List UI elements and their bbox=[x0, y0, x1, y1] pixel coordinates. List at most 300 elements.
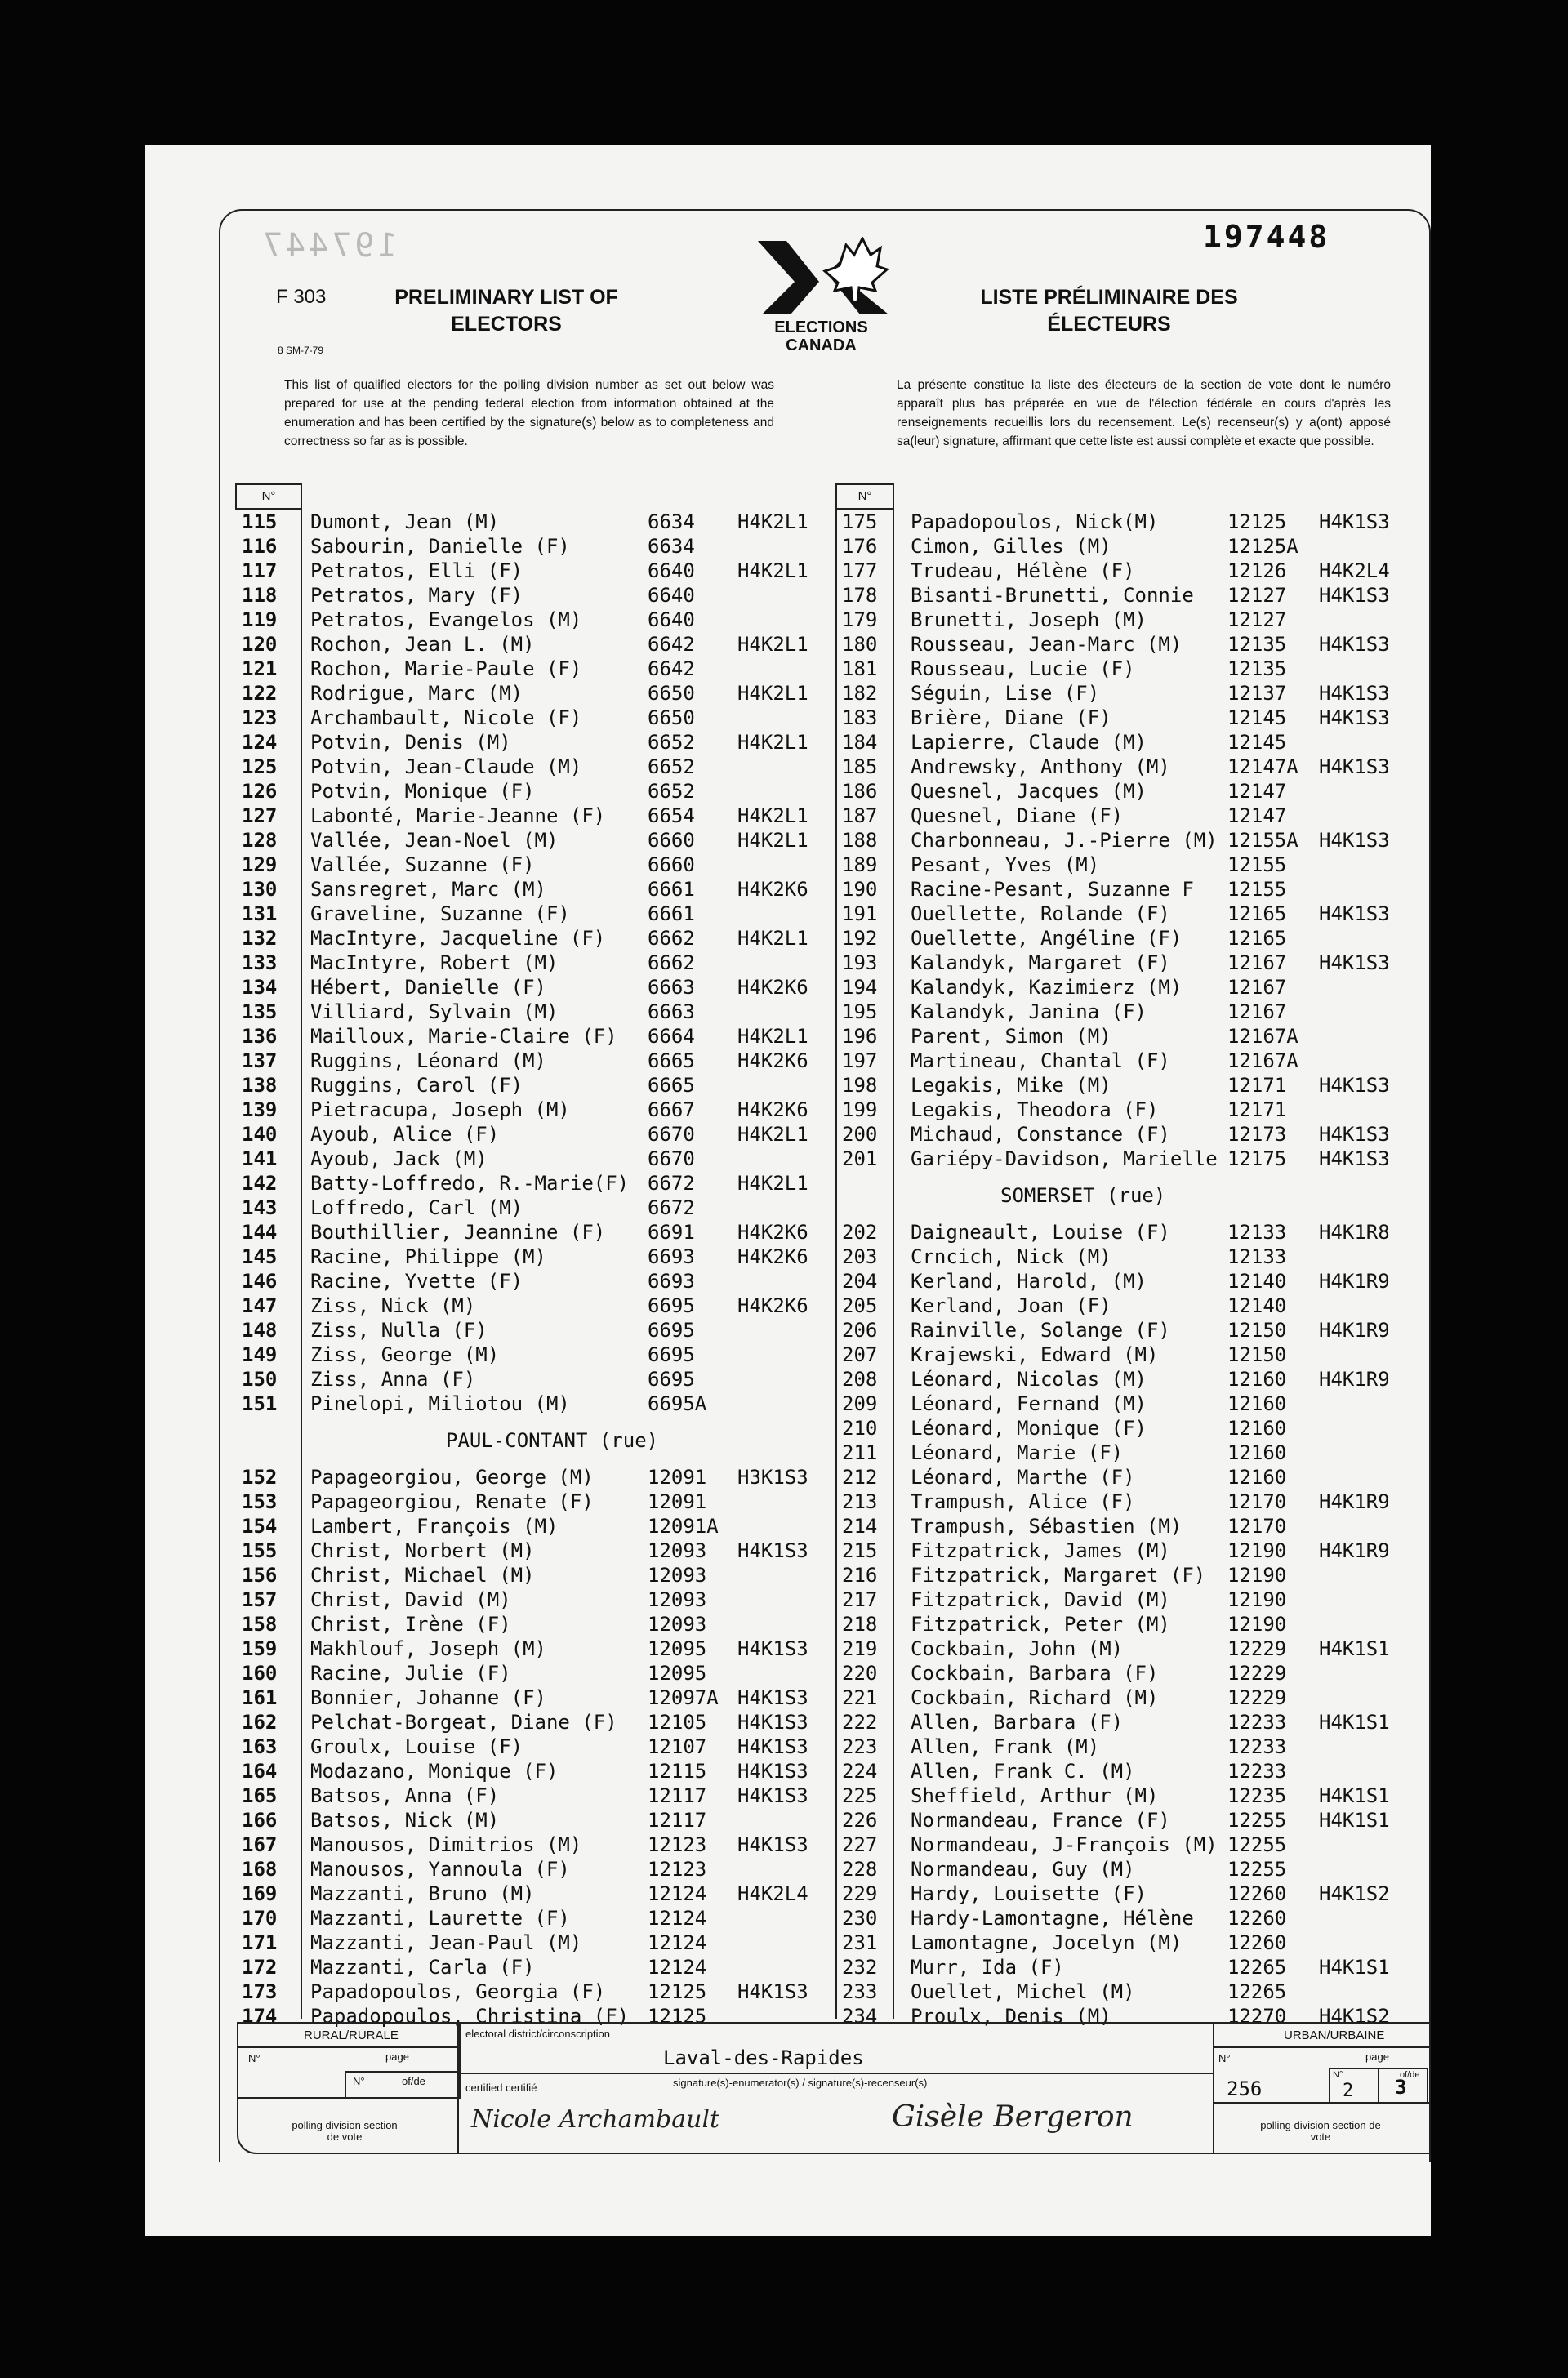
elector-postal-code: H4K2K6 bbox=[737, 976, 808, 999]
elector-name: Legakis, Mike (M) bbox=[911, 1074, 1111, 1097]
elector-number: 161 bbox=[242, 1686, 278, 1709]
elections-canada-logo bbox=[750, 237, 893, 359]
elector-address: 12265 bbox=[1227, 1956, 1287, 1979]
elector-name: Sheffield, Arthur (M) bbox=[911, 1784, 1159, 1807]
elector-postal-code: H3K1S3 bbox=[737, 1466, 808, 1489]
elector-row bbox=[235, 1196, 840, 1220]
elector-number: 178 bbox=[842, 584, 878, 607]
elector-address: 12093 bbox=[648, 1539, 707, 1562]
elector-name: Léonard, Marthe (F) bbox=[911, 1466, 1135, 1489]
elector-row bbox=[835, 706, 1428, 730]
elector-row bbox=[835, 1710, 1428, 1735]
elector-number: 212 bbox=[842, 1466, 878, 1489]
elector-postal-code: H4K1S1 bbox=[1319, 1637, 1390, 1660]
elector-address: 12117 bbox=[648, 1809, 707, 1832]
elector-name: Papageorgiou, Renate (F) bbox=[310, 1490, 594, 1513]
elector-name: Charbonneau, J.-Pierre (M) bbox=[911, 829, 1218, 852]
elector-address: 6662 bbox=[648, 927, 695, 950]
divider bbox=[457, 2024, 459, 2153]
elector-address: 12260 bbox=[1227, 1907, 1287, 1930]
elector-row bbox=[235, 902, 840, 926]
serial-number: 197448 bbox=[1203, 219, 1330, 255]
elector-row bbox=[235, 755, 840, 779]
elector-number: 220 bbox=[842, 1662, 878, 1685]
elector-row bbox=[835, 1147, 1428, 1171]
elector-name: Archambault, Nicole (F) bbox=[310, 706, 582, 729]
elector-postal-code: H4K1R9 bbox=[1319, 1490, 1390, 1513]
elector-postal-code: H4K1R9 bbox=[1319, 1539, 1390, 1562]
elector-name: Ziss, Nick (M) bbox=[310, 1294, 476, 1317]
elector-postal-code: H4K1S3 bbox=[1319, 902, 1390, 925]
elector-address: 6667 bbox=[648, 1098, 695, 1121]
elector-address: 12115 bbox=[648, 1760, 707, 1783]
elector-address: 12167 bbox=[1227, 1000, 1287, 1023]
elector-name: Vallée, Suzanne (F) bbox=[310, 853, 535, 876]
elector-number: 176 bbox=[842, 535, 878, 558]
elector-row bbox=[835, 534, 1428, 559]
elector-address: 12124 bbox=[648, 1882, 707, 1905]
elector-row bbox=[235, 1318, 840, 1343]
elector-row bbox=[235, 1024, 840, 1049]
elector-number: 182 bbox=[842, 682, 878, 705]
elector-postal-code: H4K1S3 bbox=[1319, 706, 1390, 729]
elector-postal-code: H4K1S3 bbox=[1319, 633, 1390, 656]
elector-number: 135 bbox=[242, 1000, 278, 1023]
rural-no-label: N° bbox=[248, 2052, 261, 2064]
column-header-no: N° bbox=[235, 483, 302, 510]
elector-row bbox=[835, 877, 1428, 902]
elector-row bbox=[235, 1122, 840, 1147]
rural-page-label: page bbox=[385, 2051, 409, 2063]
elector-row bbox=[235, 853, 840, 877]
elector-name: Christ, Michael (M) bbox=[310, 1564, 535, 1587]
elector-name: Loffredo, Carl (M) bbox=[310, 1196, 523, 1219]
elector-address: 12171 bbox=[1227, 1098, 1287, 1121]
elector-address: 12165 bbox=[1227, 927, 1287, 950]
urban-no-label: N° bbox=[1218, 2052, 1231, 2064]
elector-name: Fitzpatrick, Peter (M) bbox=[911, 1613, 1170, 1636]
elector-number: 130 bbox=[242, 878, 278, 901]
elector-row bbox=[835, 1979, 1428, 2004]
elector-number: 115 bbox=[242, 510, 278, 533]
elector-name: Mailloux, Marie-Claire (F) bbox=[310, 1025, 617, 1048]
elector-row bbox=[235, 828, 840, 853]
elector-row bbox=[235, 1735, 840, 1759]
urban-page-no-label: N° bbox=[1333, 2070, 1343, 2080]
elector-name: Krajewski, Edward (M) bbox=[911, 1343, 1159, 1366]
elector-postal-code: H4K1S1 bbox=[1319, 1711, 1390, 1734]
elector-number: 228 bbox=[842, 1858, 878, 1881]
elector-name: Trampush, Alice (F) bbox=[911, 1490, 1135, 1513]
elector-address: 12265 bbox=[1227, 1980, 1287, 2003]
elector-address: 6695 bbox=[648, 1319, 695, 1342]
elector-address: 12091 bbox=[648, 1466, 707, 1489]
elector-row bbox=[235, 559, 840, 583]
elector-address: 12229 bbox=[1227, 1686, 1287, 1709]
elector-name: Batsos, Anna (F) bbox=[310, 1784, 500, 1807]
elector-postal-code: H4K2K6 bbox=[737, 1049, 808, 1072]
elector-row bbox=[835, 951, 1428, 975]
elector-address: 12107 bbox=[648, 1735, 707, 1758]
elector-name: Sabourin, Danielle (F) bbox=[310, 535, 570, 558]
elector-postal-code: H4K1S3 bbox=[737, 1686, 808, 1709]
certified-label: certified certifié bbox=[466, 2082, 537, 2094]
elector-number: 129 bbox=[242, 853, 278, 876]
elector-number: 216 bbox=[842, 1564, 878, 1587]
intro-english: This list of qualified electors for the polling division number as set out below was prepared for use at the pending federal election from information obtained at the enumeration and has been certified by the signature(s) below as to completeness and correctness so far as is possible. bbox=[284, 378, 774, 448]
elector-name: Makhlouf, Joseph (M) bbox=[310, 1637, 546, 1660]
elector-number: 215 bbox=[842, 1539, 878, 1562]
elector-name: Racine-Pesant, Suzanne F bbox=[911, 878, 1194, 901]
elector-row bbox=[835, 1098, 1428, 1122]
elector-name: Ziss, Anna (F) bbox=[310, 1368, 476, 1391]
elector-row bbox=[235, 583, 840, 608]
elector-address: 6634 bbox=[648, 510, 695, 533]
elector-name: Pietracupa, Joseph (M) bbox=[310, 1098, 570, 1121]
elector-name: Ouellette, Angéline (F) bbox=[911, 927, 1183, 950]
right-rows bbox=[835, 510, 1428, 2028]
elector-row bbox=[835, 1049, 1428, 1073]
elector-row bbox=[235, 1612, 840, 1637]
elector-postal-code: H4K2L1 bbox=[737, 1172, 808, 1195]
elector-address: 12233 bbox=[1227, 1711, 1287, 1734]
elector-number: 174 bbox=[242, 2005, 278, 2028]
elector-number: 144 bbox=[242, 1221, 278, 1244]
elector-address: 6660 bbox=[648, 829, 695, 852]
elector-number: 122 bbox=[242, 682, 278, 705]
elector-name: MacIntyre, Jacqueline (F) bbox=[310, 927, 606, 950]
elector-name: Potvin, Denis (M) bbox=[310, 731, 511, 754]
elector-postal-code: H4K1S3 bbox=[1319, 1123, 1390, 1146]
elector-list-left bbox=[235, 483, 840, 2028]
elector-number: 153 bbox=[242, 1490, 278, 1513]
elector-number: 188 bbox=[842, 829, 878, 852]
elector-name: Potvin, Jean-Claude (M) bbox=[310, 755, 582, 778]
elector-row bbox=[835, 1416, 1428, 1441]
elector-row bbox=[235, 1490, 840, 1514]
elector-name: Batsos, Nick (M) bbox=[310, 1809, 500, 1832]
elector-row bbox=[235, 1955, 840, 1979]
elector-row bbox=[835, 1686, 1428, 1710]
elector-address: 6642 bbox=[648, 657, 695, 680]
rural-label: RURAL/RURALE bbox=[304, 2028, 399, 2042]
elector-row bbox=[835, 1930, 1428, 1955]
elector-row bbox=[835, 1881, 1428, 1906]
title-french: LISTE PRÉLIMINAIRE DES ÉLECTEURS bbox=[980, 286, 1238, 336]
elector-number: 229 bbox=[842, 1882, 878, 1905]
elector-row bbox=[835, 1612, 1428, 1637]
elector-address: 12260 bbox=[1227, 1931, 1287, 1954]
elector-postal-code: H4K2L1 bbox=[737, 633, 808, 656]
elector-postal-code: H4K2K6 bbox=[737, 1245, 808, 1268]
elector-name: Mazzanti, Bruno (M) bbox=[310, 1882, 535, 1905]
elector-number: 146 bbox=[242, 1270, 278, 1293]
elector-number: 120 bbox=[242, 633, 278, 656]
elector-name: Cockbain, Barbara (F) bbox=[911, 1662, 1159, 1685]
elector-address: 6665 bbox=[648, 1074, 695, 1097]
elector-row bbox=[235, 1343, 840, 1367]
elector-name: Bisanti-Brunetti, Connie bbox=[911, 584, 1194, 607]
elector-number: 208 bbox=[842, 1368, 878, 1391]
elector-row bbox=[235, 1906, 840, 1930]
elector-row bbox=[235, 1269, 840, 1294]
elector-postal-code: H4K1S3 bbox=[1319, 510, 1390, 533]
elector-number: 121 bbox=[242, 657, 278, 680]
district-value: Laval-des-Rapides bbox=[663, 2046, 864, 2069]
elector-name: Racine, Philippe (M) bbox=[310, 1245, 546, 1268]
elector-address: 12160 bbox=[1227, 1466, 1287, 1489]
elector-number: 133 bbox=[242, 951, 278, 974]
elector-row bbox=[235, 510, 840, 534]
elector-name: Bonnier, Johanne (F) bbox=[310, 1686, 546, 1709]
elector-address: 12190 bbox=[1227, 1539, 1287, 1562]
elector-number: 143 bbox=[242, 1196, 278, 1219]
elector-address: 6650 bbox=[648, 706, 695, 729]
urban-label: URBAN/URBAINE bbox=[1284, 2028, 1385, 2042]
elector-row bbox=[235, 1881, 840, 1906]
elector-name: Graveline, Suzanne (F) bbox=[310, 902, 570, 925]
elector-number: 233 bbox=[842, 1980, 878, 2003]
elector-address: 6695 bbox=[648, 1343, 695, 1366]
elector-row bbox=[835, 1318, 1428, 1343]
elector-address: 12147 bbox=[1227, 804, 1287, 827]
elector-row bbox=[235, 1220, 840, 1245]
elector-number: 154 bbox=[242, 1515, 278, 1538]
elector-name: Ruggins, Léonard (M) bbox=[310, 1049, 546, 1072]
elector-name: Mazzanti, Jean-Paul (M) bbox=[310, 1931, 582, 1954]
elector-postal-code: H4K2L4 bbox=[1319, 559, 1390, 582]
elector-name: Allen, Barbara (F) bbox=[911, 1711, 1124, 1734]
elector-row bbox=[235, 632, 840, 657]
elector-row bbox=[235, 1171, 840, 1196]
elector-number: 163 bbox=[242, 1735, 278, 1758]
elector-name: Murr, Ida (F) bbox=[911, 1956, 1064, 1979]
elector-address: 12140 bbox=[1227, 1294, 1287, 1317]
elector-row bbox=[835, 608, 1428, 632]
elector-row bbox=[235, 657, 840, 681]
elector-row bbox=[835, 828, 1428, 853]
elector-address: 12170 bbox=[1227, 1515, 1287, 1538]
elector-address: 6640 bbox=[648, 608, 695, 631]
elector-number: 222 bbox=[842, 1711, 878, 1734]
elector-number: 132 bbox=[242, 927, 278, 950]
elector-name: Léonard, Monique (F) bbox=[911, 1417, 1147, 1440]
elector-address: 6640 bbox=[648, 559, 695, 582]
elector-name: Batty-Loffredo, R.-Marie(F) bbox=[310, 1172, 630, 1195]
elector-name: Brunetti, Joseph (M) bbox=[911, 608, 1147, 631]
elector-name: Martineau, Chantal (F) bbox=[911, 1049, 1170, 1072]
elector-postal-code: H4K1S1 bbox=[1319, 1809, 1390, 1832]
elector-number: 123 bbox=[242, 706, 278, 729]
elector-address: 12095 bbox=[648, 1637, 707, 1660]
elector-number: 193 bbox=[842, 951, 878, 974]
elector-number: 202 bbox=[842, 1221, 878, 1244]
elector-row bbox=[835, 975, 1428, 1000]
elector-postal-code: H4K1R9 bbox=[1319, 1270, 1390, 1293]
elector-list-right bbox=[835, 483, 1428, 2028]
elector-postal-code: H4K1R9 bbox=[1319, 1368, 1390, 1391]
rural-page-no-label: N° bbox=[353, 2075, 365, 2087]
elector-name: Christ, Norbert (M) bbox=[310, 1539, 535, 1562]
elector-name: Bouthillier, Jeannine (F) bbox=[310, 1221, 606, 1244]
elector-row bbox=[835, 681, 1428, 706]
elector-number: 213 bbox=[842, 1490, 878, 1513]
elector-number: 150 bbox=[242, 1368, 278, 1391]
signature-label: signature(s)-enumerator(s) / signature(s)-recenseur(s) bbox=[673, 2077, 928, 2089]
elector-address: 12255 bbox=[1227, 1833, 1287, 1856]
elector-address: 12093 bbox=[648, 1588, 707, 1611]
elector-number: 157 bbox=[242, 1588, 278, 1611]
elector-number: 160 bbox=[242, 1662, 278, 1685]
elector-address: 6695 bbox=[648, 1294, 695, 1317]
form-code: F 303 bbox=[276, 286, 327, 308]
elector-row bbox=[235, 608, 840, 632]
elector-name: Fitzpatrick, David (M) bbox=[911, 1588, 1170, 1611]
elector-row bbox=[835, 510, 1428, 534]
elector-address: 12127 bbox=[1227, 584, 1287, 607]
elector-row bbox=[835, 853, 1428, 877]
elector-name: Groulx, Louise (F) bbox=[310, 1735, 523, 1758]
elector-number: 155 bbox=[242, 1539, 278, 1562]
elector-address: 12126 bbox=[1227, 559, 1287, 582]
elector-row bbox=[835, 1000, 1428, 1024]
elector-row bbox=[235, 1588, 840, 1612]
elector-name: Daigneault, Louise (F) bbox=[911, 1221, 1170, 1244]
elector-name: Racine, Yvette (F) bbox=[310, 1270, 523, 1293]
elector-row bbox=[835, 902, 1428, 926]
elector-address: 12165 bbox=[1227, 902, 1287, 925]
elector-name: Labonté, Marie-Jeanne (F) bbox=[310, 804, 606, 827]
elector-number: 185 bbox=[842, 755, 878, 778]
elector-row bbox=[835, 632, 1428, 657]
elector-name: Kerland, Harold, (M) bbox=[911, 1270, 1147, 1293]
elector-address: 12255 bbox=[1227, 1809, 1287, 1832]
elector-address: 12190 bbox=[1227, 1564, 1287, 1587]
elector-row bbox=[235, 1294, 840, 1318]
elector-number: 126 bbox=[242, 780, 278, 803]
elector-number: 147 bbox=[242, 1294, 278, 1317]
elector-name: Normandeau, J-François (M) bbox=[911, 1833, 1218, 1856]
elector-row bbox=[235, 1465, 840, 1490]
divider bbox=[457, 2073, 1213, 2074]
elector-name: Rochon, Jean L. (M) bbox=[310, 633, 535, 656]
elector-address: 12140 bbox=[1227, 1270, 1287, 1293]
elector-name: Mazzanti, Carla (F) bbox=[310, 1956, 535, 1979]
elector-row bbox=[235, 1049, 840, 1073]
elector-address: 12150 bbox=[1227, 1319, 1287, 1342]
elector-address: 12160 bbox=[1227, 1441, 1287, 1464]
elector-number: 225 bbox=[842, 1784, 878, 1807]
elector-number: 138 bbox=[242, 1074, 278, 1097]
elector-name: Ouellette, Rolande (F) bbox=[911, 902, 1170, 925]
elector-row bbox=[235, 681, 840, 706]
elector-address: 12167A bbox=[1227, 1049, 1298, 1072]
elector-address: 12124 bbox=[648, 1956, 707, 1979]
elector-name: Petratos, Mary (F) bbox=[310, 584, 523, 607]
elector-address: 6661 bbox=[648, 902, 695, 925]
elector-address: 12167 bbox=[1227, 951, 1287, 974]
elector-address: 12175 bbox=[1227, 1147, 1287, 1170]
elector-postal-code: H4K1S3 bbox=[1319, 829, 1390, 852]
elector-name: Léonard, Nicolas (M) bbox=[911, 1368, 1147, 1391]
elector-name: Pelchat-Borgeat, Diane (F) bbox=[310, 1711, 617, 1734]
elector-row bbox=[235, 1245, 840, 1269]
urban-page-label: page bbox=[1365, 2051, 1389, 2063]
elector-name: Michaud, Constance (F) bbox=[911, 1123, 1170, 1146]
elector-number: 190 bbox=[842, 878, 878, 901]
elector-address: 12167A bbox=[1227, 1025, 1298, 1048]
elector-number: 169 bbox=[242, 1882, 278, 1905]
elector-postal-code: H4K2L1 bbox=[737, 510, 808, 533]
elector-address: 12150 bbox=[1227, 1343, 1287, 1366]
elector-address: 12190 bbox=[1227, 1613, 1287, 1636]
elector-number: 124 bbox=[242, 731, 278, 754]
elector-number: 166 bbox=[242, 1809, 278, 1832]
elector-number: 200 bbox=[842, 1123, 878, 1146]
divider bbox=[1213, 2024, 1214, 2153]
elector-address: 12155 bbox=[1227, 853, 1287, 876]
elector-row bbox=[835, 1832, 1428, 1857]
elector-address: 12160 bbox=[1227, 1392, 1287, 1415]
elector-row bbox=[835, 1367, 1428, 1392]
elector-number: 128 bbox=[242, 829, 278, 852]
elector-address: 12147A bbox=[1227, 755, 1298, 778]
elector-address: 12167 bbox=[1227, 976, 1287, 999]
page-number: 2 bbox=[1343, 2081, 1354, 2101]
elector-name: Pinelopi, Miliotou (M) bbox=[310, 1392, 570, 1415]
elector-address: 6652 bbox=[648, 731, 695, 754]
elector-postal-code: H4K1R9 bbox=[1319, 1319, 1390, 1342]
elector-row bbox=[835, 1955, 1428, 1979]
elector-address: 12117 bbox=[648, 1784, 707, 1807]
elector-row bbox=[835, 1294, 1428, 1318]
elector-address: 6663 bbox=[648, 976, 695, 999]
elector-address: 12091A bbox=[648, 1515, 719, 1538]
elector-number: 180 bbox=[842, 633, 878, 656]
left-rows bbox=[235, 510, 840, 2028]
elector-row bbox=[235, 1637, 840, 1661]
elector-name: Allen, Frank C. (M) bbox=[911, 1760, 1135, 1783]
elector-address: 12093 bbox=[648, 1613, 707, 1636]
elector-row bbox=[835, 657, 1428, 681]
elector-number: 194 bbox=[842, 976, 878, 999]
elector-address: 6670 bbox=[648, 1123, 695, 1146]
elector-address: 12173 bbox=[1227, 1123, 1287, 1146]
elector-row bbox=[835, 1808, 1428, 1832]
elector-address: 12095 bbox=[648, 1662, 707, 1685]
elector-name: Rainville, Solange (F) bbox=[911, 1319, 1170, 1342]
elector-number: 184 bbox=[842, 731, 878, 754]
elector-name: Pesant, Yves (M) bbox=[911, 853, 1100, 876]
elector-number: 175 bbox=[842, 510, 878, 533]
elector-address: 6650 bbox=[648, 682, 695, 705]
elector-number: 196 bbox=[842, 1025, 878, 1048]
elector-address: 12155A bbox=[1227, 829, 1298, 852]
elector-address: 12093 bbox=[648, 1564, 707, 1587]
elector-number: 142 bbox=[242, 1172, 278, 1195]
elector-address: 6642 bbox=[648, 633, 695, 656]
elector-address: 12125 bbox=[648, 1980, 707, 2003]
elector-row bbox=[835, 1343, 1428, 1367]
elector-address: 12171 bbox=[1227, 1074, 1287, 1097]
elector-postal-code: H4K2K6 bbox=[737, 1294, 808, 1317]
elector-address: 12147 bbox=[1227, 780, 1287, 803]
elector-number: 164 bbox=[242, 1760, 278, 1783]
elector-address: 6672 bbox=[648, 1172, 695, 1195]
elector-name: Quesnel, Jacques (M) bbox=[911, 780, 1147, 803]
elector-row bbox=[235, 1759, 840, 1784]
elector-name: Dumont, Jean (M) bbox=[310, 510, 500, 533]
